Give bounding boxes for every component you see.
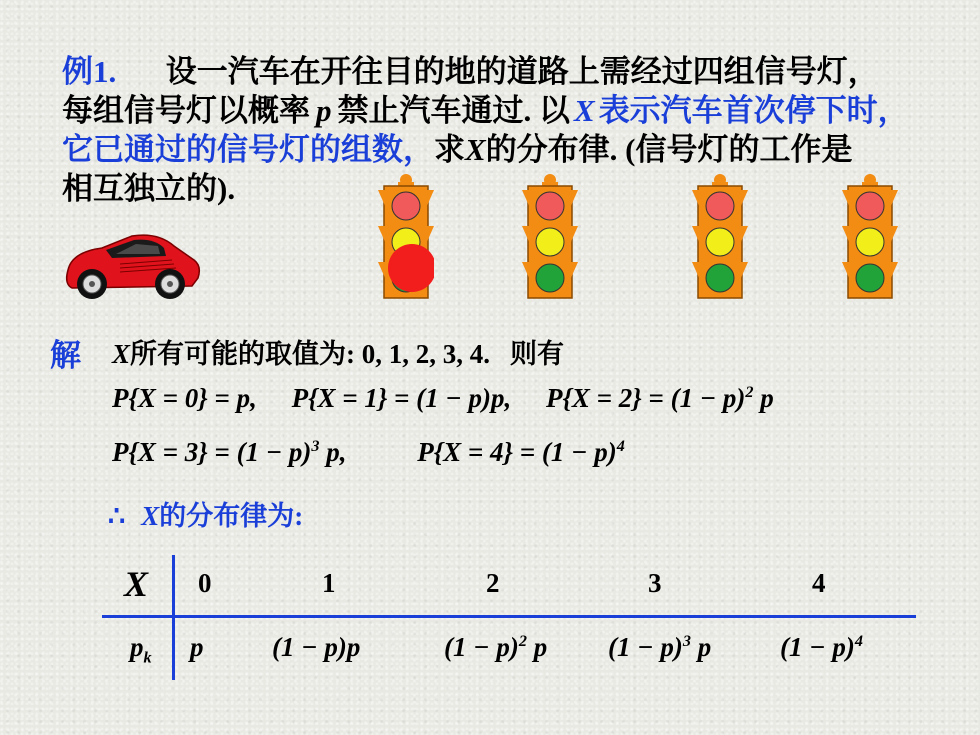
p-value-text: p: [690, 632, 712, 662]
variable-x: X: [141, 501, 160, 531]
therefore-symbol: ∴: [108, 501, 126, 531]
problem-line-1: [62, 52, 942, 91]
problem-text: 禁止汽车通过.: [337, 93, 532, 128]
table-x-value: 1: [322, 568, 336, 598]
formula-rhs: (1 − p): [670, 383, 746, 413]
table-x-value: 4: [812, 568, 826, 598]
exponent: 4: [616, 437, 625, 455]
formula-lhs: P{X = 4} =: [417, 437, 542, 467]
table-header-x: X: [124, 564, 149, 604]
table-header-pk: [130, 632, 152, 667]
table-p-value: [608, 632, 711, 663]
exponent: 3: [682, 632, 691, 650]
pk-base: p: [130, 632, 144, 662]
formula-rhs: (1 − p): [541, 437, 617, 467]
conclusion-line: [108, 494, 303, 533]
problem-line-2: [62, 91, 942, 130]
problem-text: 每组信号灯以概率: [62, 93, 310, 128]
problem-text-highlight: 它已通过的信号灯的组数，: [62, 132, 434, 167]
p-value-text: (1 − p)p: [272, 632, 361, 662]
solution-text: 则有: [510, 339, 565, 370]
traffic-light-icon: [692, 172, 748, 300]
table-x-value: 3: [648, 568, 662, 598]
variable-x: X: [574, 93, 595, 128]
solution-line-values: [112, 332, 564, 371]
traffic-light-icon: [842, 172, 898, 300]
formula-rhs: (1 − p): [236, 437, 312, 467]
table-p-value: [272, 632, 360, 663]
probability-line-2: [112, 437, 625, 468]
sports-car-icon: [62, 230, 202, 302]
problem-text: 设一汽车在开往目的地的道路上需经过四组信号灯，: [165, 54, 879, 89]
variable-x: X: [112, 339, 131, 369]
exponent: 4: [854, 632, 863, 650]
p-value-text: p: [190, 632, 204, 662]
formula-lhs: P{X = 2} =: [546, 383, 671, 413]
problem-text: 求: [434, 132, 465, 167]
table-p-value: [780, 632, 863, 663]
exponent: 3: [311, 437, 320, 455]
formula-rhs: (1 − p)p,: [416, 383, 512, 413]
exponent: 2: [518, 632, 527, 650]
p-value-text: p: [526, 632, 548, 662]
table-p-value: [190, 632, 204, 663]
p-value-text: (1 − p): [444, 632, 519, 662]
problem-line-4: [62, 169, 942, 208]
problem-statement: [62, 52, 942, 208]
solution-label: 解: [50, 338, 81, 373]
formula-rhs: p,: [319, 437, 347, 467]
probability-line-1: [112, 383, 774, 414]
problem-text: 的分布律. (信号灯的工作是: [485, 132, 853, 167]
problem-line-3: [62, 130, 942, 169]
table-horizontal-divider: [102, 615, 916, 618]
conclusion-text: 的分布律为:: [159, 501, 304, 531]
example-label: 例1.: [62, 54, 117, 89]
p-value-text: (1 − p): [780, 632, 855, 662]
traffic-light-icon: [522, 172, 578, 300]
traffic-light-icon: [378, 172, 434, 300]
table-x-value: 2: [486, 568, 500, 598]
value-list: : 0, 1, 2, 3, 4.: [346, 339, 491, 369]
problem-text: 相互独立的).: [62, 171, 236, 206]
p-value-text: (1 − p): [608, 632, 683, 662]
variable-x: X: [465, 132, 486, 167]
formula-rhs: p: [753, 383, 774, 413]
formula-lhs: P{X = 3} =: [112, 437, 237, 467]
formula-lhs: P{X = 1} =: [291, 383, 417, 413]
exponent: 2: [745, 383, 754, 401]
formula-rhs: p,: [236, 383, 257, 413]
table-p-value: [444, 632, 547, 663]
solution-text: 所有可能的取值为: [130, 339, 347, 369]
problem-text-highlight: 表示汽车首次停下时，: [598, 93, 909, 128]
variable-p: p: [316, 93, 332, 128]
table-x-value: 0: [198, 568, 212, 598]
problem-text: 以: [539, 93, 570, 128]
pk-subscript: k: [143, 648, 152, 667]
formula-lhs: P{X = 0} =: [112, 383, 237, 413]
